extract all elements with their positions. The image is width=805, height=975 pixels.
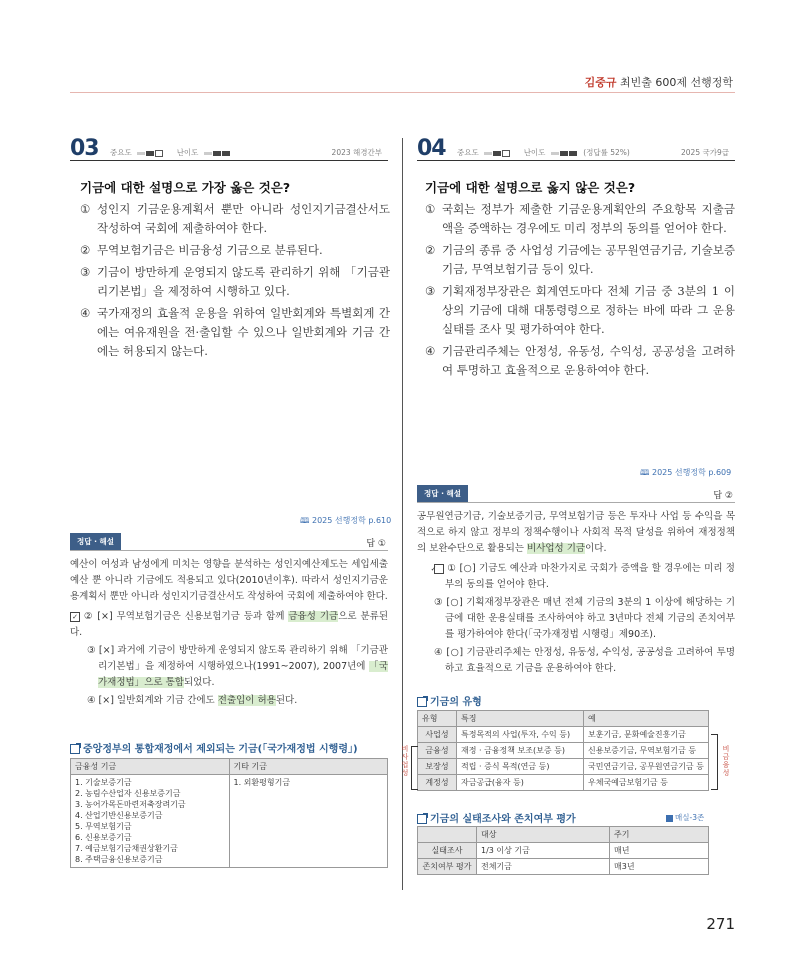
q3-option-3[interactable]: ③ 기금이 방만하게 운영되지 않도록 관리하기 위해 「기금관리기본법」을 제정하여 시행하고 있다. [80, 265, 390, 298]
memo-icon [666, 815, 673, 822]
difficulty-bars-icon [204, 149, 231, 158]
q3-option-1[interactable]: ① 성인지 기금운용계획서 뿐만 아니라 성인지기금결산서도 작성하여 국회에 제출하여야 한다. [80, 202, 390, 235]
table-row: 금융성 재정 · 금융정책 보조(보증 등) 신용보증기금, 무역보험기금 등 [418, 743, 709, 759]
q3-expl-2: ✓ ② [×] 무역보험기금은 신용보험기금 등과 함께 금융성 기금으로 분류된다. [70, 611, 389, 638]
running-header [585, 74, 733, 90]
q3-header [70, 138, 388, 161]
checkbox-icon: ✓ [70, 612, 80, 622]
q3-expl-4: ④ [×] 일반회계와 기금 간에도 전출입이 허용된다. [87, 695, 298, 706]
q4-options [425, 200, 735, 383]
q4-explanation [417, 509, 735, 677]
q3-table-header-2: 기타 기금 [229, 759, 388, 775]
q3-meta [110, 147, 234, 158]
q4-reference: 🕮 2025 선행정학 p.609 [640, 468, 732, 477]
q4-question: 기금에 대한 설명으로 옳지 않은 것은? [425, 180, 636, 195]
q3-table [70, 758, 388, 868]
q4-source: 2025 국가9급 [681, 148, 729, 157]
table-row: 보장성 적립 · 증식 목적(연금 등) 국민연금기금, 공무원연금기금 등 [418, 759, 709, 775]
table-row: 계정성 자금공급(융자 등) 우체국예금보험기금 등 [418, 775, 709, 791]
right-bracket [711, 734, 718, 790]
types-right-label: 비금융성 [722, 745, 730, 777]
q4-expl-p1: 공무원연금기금, 기술보증기금, 무역보험기금 등은 투자나 사업 등 수익을 목적으로 하지 않고 정부의 정책수행이나 사회적 목적 달성을 위하여 재정정책의 보완수단으로 활용되는 비사업성 기금이다. [417, 511, 735, 554]
header-rule [70, 92, 735, 93]
q3-option-2[interactable]: ② 무역보험기금은 비금융성 기금으로 분류된다. [80, 243, 323, 257]
q4-eval-table: 대상 주기 실태조사 1/3 이상 기금 매년 존치여부 평가 전체기금 매3년 [417, 826, 709, 875]
q4-option-1[interactable]: ① 국회는 정부가 제출한 기금운용계획안의 주요항목 지출금액을 증액하는 경우에도 미리 정부의 동의를 얻어야 한다. [425, 202, 735, 235]
q3-reference: 🕮 2025 선행정학 p.610 [300, 516, 392, 525]
q3-explanation [70, 557, 388, 709]
q3-expl-3: ③ [×] 과거에 기금이 방만하게 운영되지 않도록 관리하기 위해 「기금관리기본법」을 제정하여 시행하였으나(1991~2007), 2007년에 「국가재정법」으로 통합되었다. [87, 645, 388, 688]
q3-options [80, 200, 390, 364]
q4-answer-bar [417, 485, 735, 503]
types-header-type: 유형 [418, 711, 457, 727]
types-header-feature: 특징 [457, 711, 584, 727]
q3-answer: 답 ① [366, 539, 386, 549]
q4-expl-1: ✓ ① [○] 기금도 예산과 마찬가지로 국회가 증액을 할 경우에는 미리 정부의 동의를 얻어야 한다. [430, 563, 735, 590]
q3-option-4[interactable]: ④ 국가재정의 효율적 운용을 위하여 일반회계와 특별회계 간에는 여유재원을 전·출입할 수 있으나 일반회계와 기금 간에는 허용되지 않는다. [80, 306, 390, 358]
difficulty-bars-icon [551, 149, 578, 158]
q4-difficulty-label: 난이도 [523, 148, 546, 157]
header-book: 최빈출 600제 선행정학 [620, 76, 733, 89]
q4-eval-title: 기금의 실태조사와 존치여부 평가 [417, 810, 576, 825]
q3-expl-p1: 예산이 여성과 남성에게 미치는 영향을 분석하는 성인지예산제도는 세입세출예산 뿐 아니라 기금에도 적용되고 있다(2010년이후). 따라서 성인지기금운용계획서 뿐만 아니라 성인지기금결산서도 작성하여 국회에 제출하여야 한다. [70, 559, 388, 602]
external-link-icon [417, 814, 427, 824]
q4-option-4[interactable]: ④ 기금관리주체는 안정성, 유동성, 수익성, 공공성을 고려하여 투명하고 효율적으로 운용하여야 한다. [425, 344, 735, 377]
checkbox-icon: ✓ [434, 564, 444, 574]
importance-bars-icon [484, 149, 511, 158]
q4-option-3[interactable]: ③ 기획재정부장관은 회계연도마다 전체 기금 중 3분의 1 이상의 기금에 대해 대통령령으로 정하는 바에 따라 그 운용실태를 조사 및 평가하여야 한다. [425, 284, 735, 336]
importance-bars-icon [137, 149, 164, 158]
q3-source: 2023 해경간부 [331, 148, 382, 157]
header-author: 김중규 [584, 76, 617, 89]
q4-eval-memo: 매실-3존 [666, 812, 704, 823]
q3-answer-bar [70, 533, 388, 551]
table-row: 실태조사 1/3 이상 기금 매년 [418, 843, 709, 859]
left-bracket [411, 746, 418, 790]
q4-answer-tag: 정답 · 해설 [417, 485, 468, 502]
q4-number: 04 [417, 136, 446, 161]
q4-meta [457, 147, 630, 158]
q4-rate: (정답률 52%) [583, 148, 630, 157]
q4-answer: 답 ② [713, 491, 733, 501]
q4-header [417, 138, 735, 161]
q3-table-title: 중앙정부의 통합재정에서 제외되는 기금(「국가재정법 시행령」) [70, 740, 358, 755]
q3-question: 기금에 대한 설명으로 가장 옳은 것은? [80, 180, 291, 195]
q3-table-cell-other: 1. 외환평형기금 [229, 775, 388, 868]
table-row: 사업성 특정목적의 사업(투자, 수익 등) 보훈기금, 문화예술진흥기금 [418, 727, 709, 743]
external-link-icon [417, 697, 427, 707]
q4-expl-3: ③ [○] 기획재정부장관은 매년 전체 기금의 3분의 1 이상에 해당하는 기금에 대한 운용실태를 조사하여야 하고 3년마다 전체 기금의 존치여부를 평가하여야 한다(「국가재정법 시행령」제90조). [434, 597, 735, 640]
q4-types-title: 기금의 유형 [417, 693, 482, 708]
types-left-label: 비사업성 [401, 745, 409, 777]
column-divider [402, 138, 403, 890]
table-row: 존치여부 평가 전체기금 매3년 [418, 859, 709, 875]
q4-importance-label: 중요도 [457, 148, 479, 157]
q3-answer-tag: 정답 · 해설 [70, 533, 121, 550]
q4-expl-4: ④ [○] 기금관리주체는 안정성, 유동성, 수익성, 공공성을 고려하여 투명하고 효율적으로 기금을 운용하여야 한다. [434, 647, 735, 674]
q3-number: 03 [70, 136, 99, 161]
q4-types-table [417, 710, 709, 791]
q3-importance-label: 중요도 [110, 148, 132, 157]
external-link-icon [70, 744, 80, 754]
q3-difficulty-label: 난이도 [176, 148, 199, 157]
page-number: 271 [706, 915, 735, 933]
q3-table-cell-financial: 1. 기술보증기금 2. 농림수산업자 신용보증기금 3. 농어가목돈마련저축장려기금 4. 산업기반신용보증기금 5. 무역보험기금 6. 신용보증기금 7. 예금보험기금채권상환기금 8. 주택금융신용보증기금 [71, 775, 230, 868]
q4-option-2[interactable]: ② 기금의 종류 중 사업성 기금에는 공무원연금기금, 기술보증기금, 무역보험기금 등이 있다. [425, 243, 735, 276]
types-header-example: 예 [584, 711, 709, 727]
q3-table-header-1: 금융성 기금 [71, 759, 230, 775]
